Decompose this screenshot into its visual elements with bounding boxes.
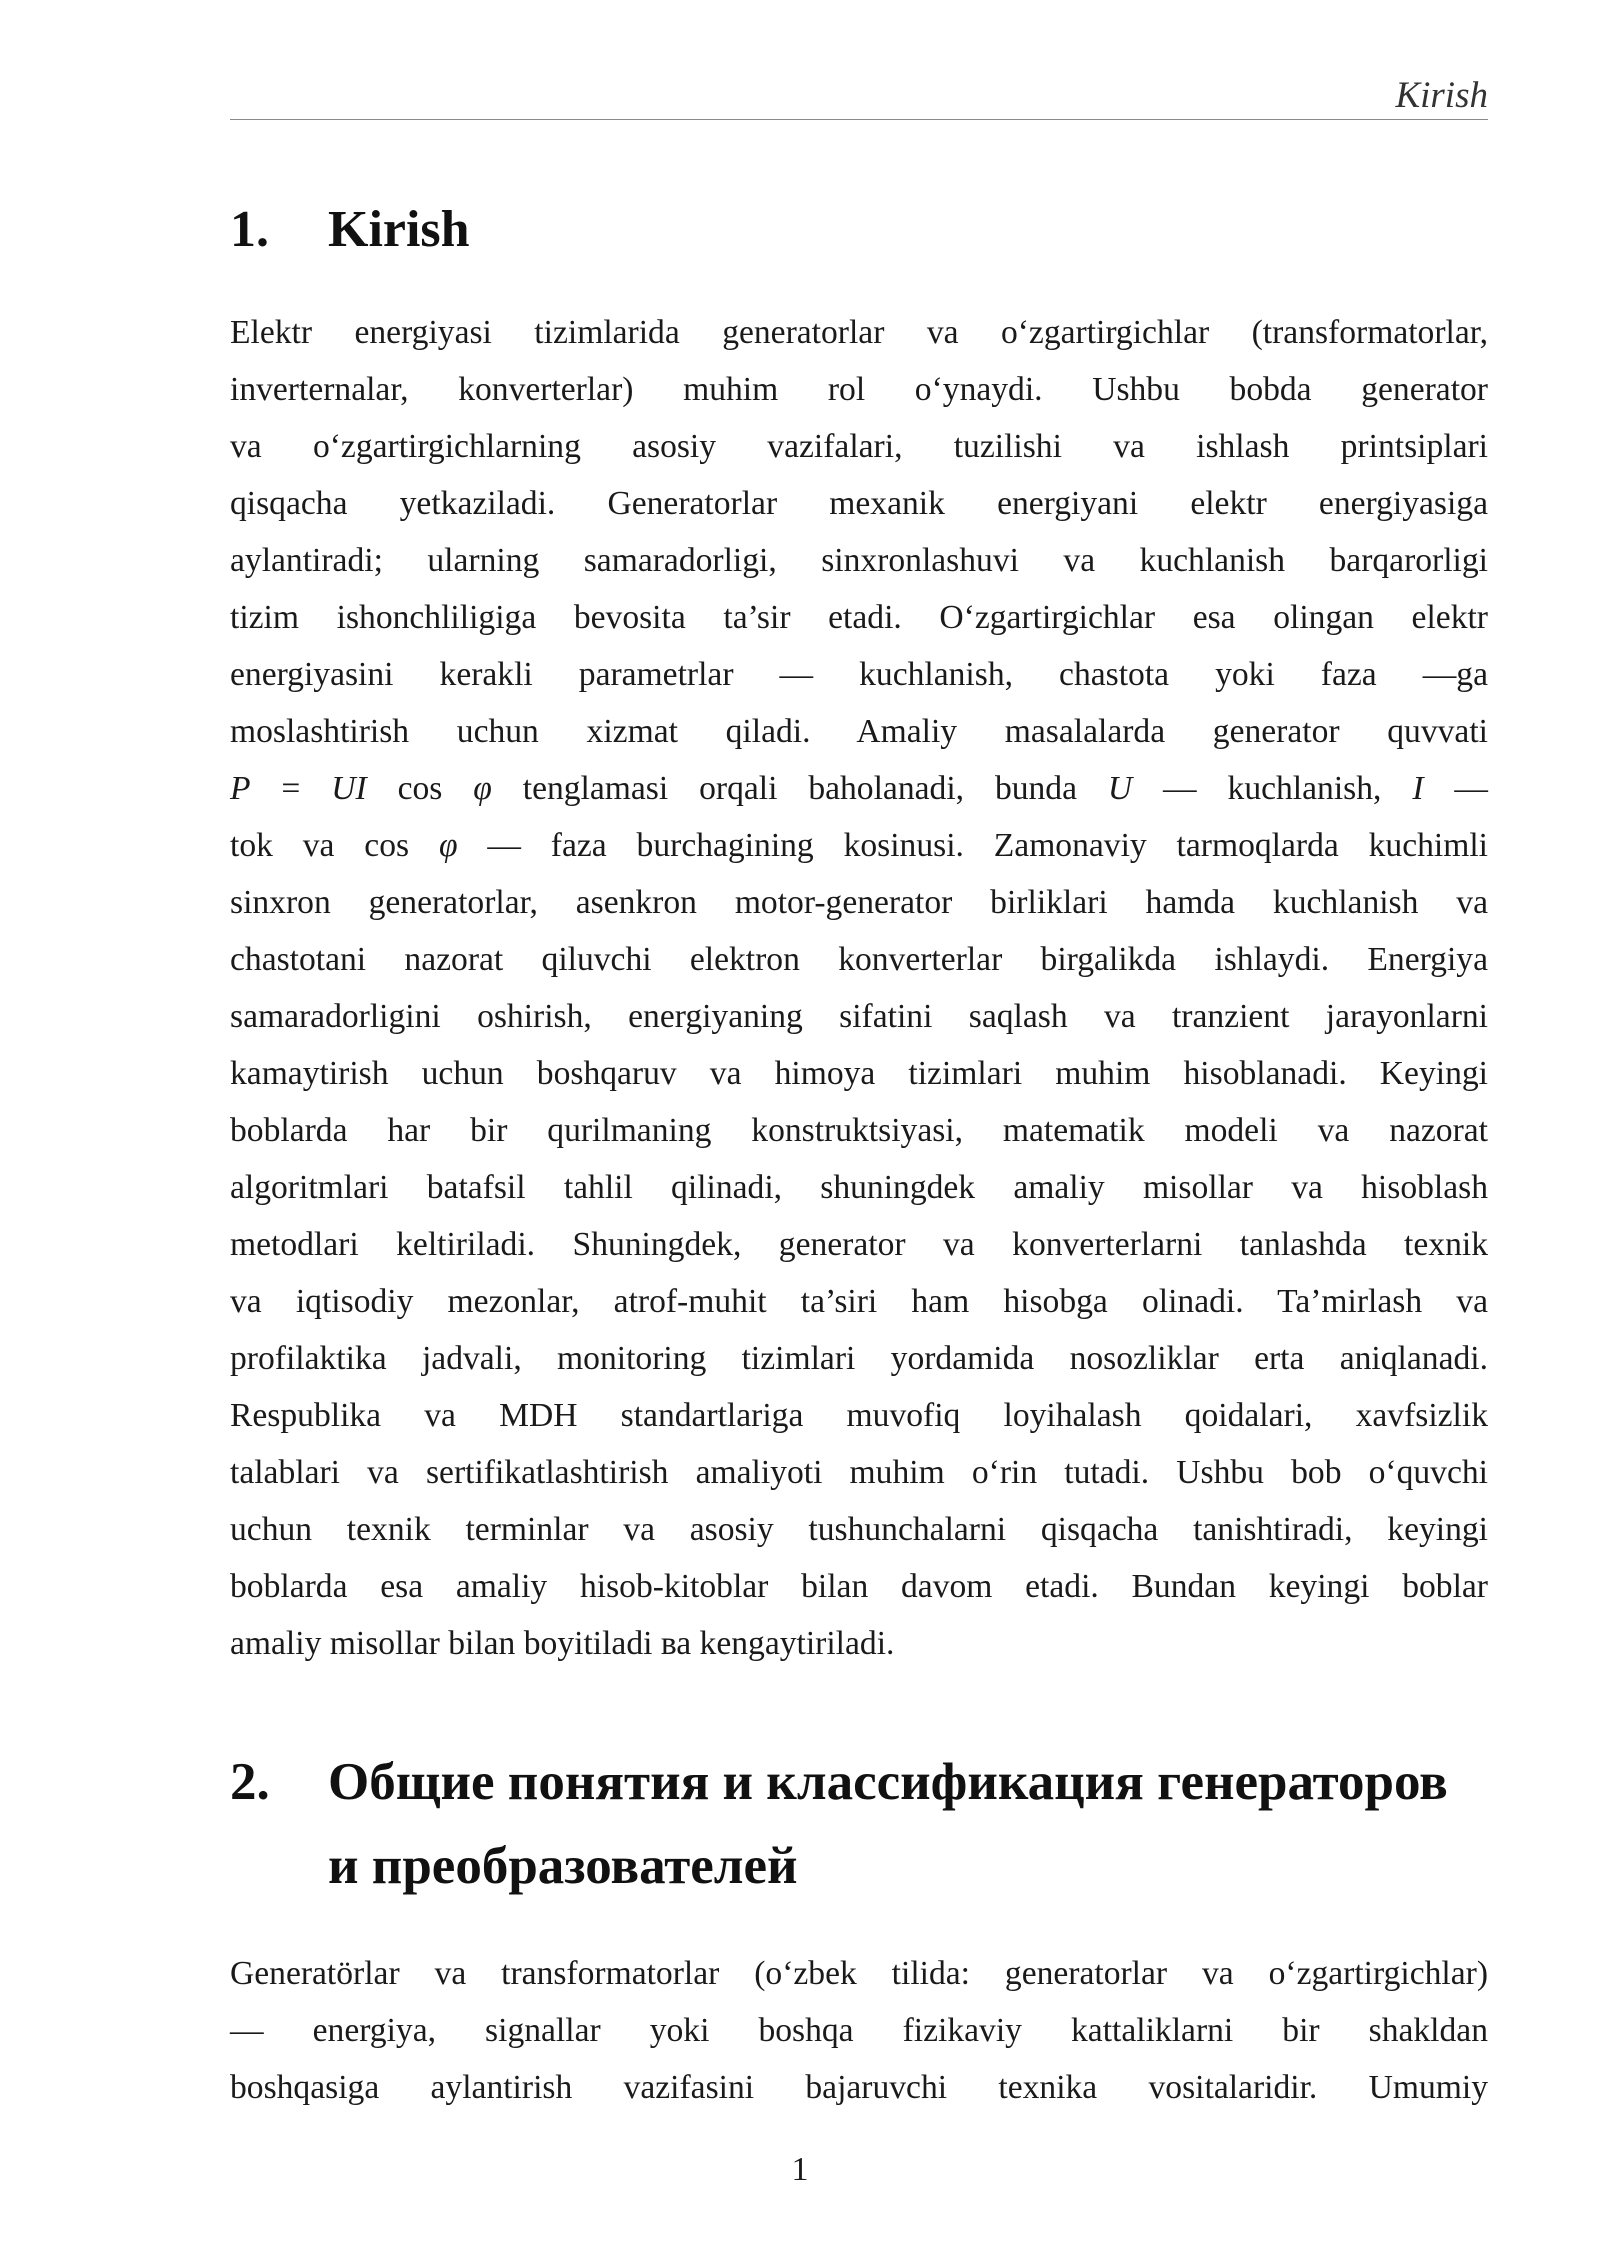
text-line: talablari va sertifikatlashtirish amaliyoti muhim o‘rin tutadi. Ushbu bob o‘quvchi: [230, 1454, 1488, 1491]
text-line: Respublika va MDH standartlariga muvofiq loyihalash qoidalari, xavfsizlik: [230, 1397, 1488, 1434]
text-line: — energiya, signallar yoki boshqa fizikaviy kattaliklarni bir shakldan: [230, 2012, 1488, 2049]
section-number: 2.: [230, 1753, 270, 1811]
text-line: va iqtisodiy mezonlar, atrof-muhit ta’siri ham hisobga olinadi. Ta’mirlash va: [230, 1283, 1488, 1320]
section-title-line: Общие понятия и классификация генераторов: [328, 1753, 1448, 1811]
text-line: qisqacha yetkaziladi. Generatorlar mexanik energiyani elektr energiyasiga: [230, 485, 1488, 522]
text-line: inverternalar, konverterlar) muhim rol o‘ynaydi. Ushbu bobda generator: [230, 371, 1488, 408]
section-number: 1.: [230, 201, 269, 258]
text-line: boblarda esa amaliy hisob-kitoblar bilan davom etadi. Bundan keyingi boblar: [230, 1568, 1488, 1605]
section-heading-2: [230, 1740, 1488, 1908]
text-line: uchun texnik terminlar va asosiy tushunchalarni qisqacha tanishtiradi, keyingi: [230, 1511, 1488, 1548]
text-line: boshqasiga aylantirish vazifasini bajaruvchi texnika vositalaridir. Umumiy: [230, 2069, 1488, 2106]
running-header-title: Kirish: [1395, 75, 1488, 116]
section-title: [328, 1740, 1488, 1908]
text-line: samaradorligini oshirish, energiyaning sifatini saqlash va tranzient jarayonlarni: [230, 998, 1488, 1035]
running-header: [230, 72, 1488, 120]
text-line: amaliy misollar bilan boyitiladi ва kengaytiriladi.: [230, 1625, 895, 1662]
text-line: Elektr energiyasi tizimlarida generatorlar va o‘zgartirgichlar (transformatorlar,: [230, 314, 1488, 351]
text-line: sinxron generatorlar, asenkron motor-generator birliklari hamda kuchlanish va: [230, 884, 1488, 921]
section-title-line: и преобразователей: [328, 1837, 798, 1895]
text-line: boblarda har bir qurilmaning konstruktsiyasi, matematik modeli va nazorat: [230, 1112, 1488, 1149]
text-line: aylantiradi; ularning samaradorligi, sinxronlashuvi va kuchlanish barqarorligi: [230, 542, 1488, 579]
text-line: tizim ishonchliligiga bevosita ta’sir etadi. O‘zgartirgichlar esa olingan elektr: [230, 599, 1488, 636]
page-number: 1: [791, 2151, 809, 2188]
text-line: metodlari keltiriladi. Shuningdek, generator va konverterlarni tanlashda texnik: [230, 1226, 1488, 1263]
section-2-paragraph: [230, 1945, 1488, 2116]
text-line: Generatörlar va transformatorlar (o‘zbek tilida: generatorlar va o‘zgartirgichlar): [230, 1955, 1488, 1992]
text-line: moslashtirish uchun xizmat qiladi. Amaliy masalalarda generator quvvati: [230, 713, 1488, 750]
text-line: tok va cos φ — faza burchagining kosinusi. Zamonaviy tarmoqlarda kuchimli: [230, 827, 1489, 864]
text-line: va o‘zgartirgichlarning asosiy vazifalari, tuzilishi va ishlash printsiplari: [230, 428, 1488, 465]
section-1-paragraph: [230, 304, 1488, 1672]
text-line: profilaktika jadvali, monitoring tizimlari yordamida nosozliklar erta aniqlanadi.: [230, 1340, 1488, 1377]
section-title: Kirish: [328, 201, 470, 258]
text-line: kamaytirish uchun boshqaruv va himoya tizimlari muhim hisoblanadi. Keyingi: [230, 1055, 1488, 1092]
text-line: chastotani nazorat qiluvchi elektron konverterlar birgalikda ishlaydi. Energiya: [230, 941, 1488, 978]
section-heading-1: [230, 188, 1488, 272]
text-line: algoritmlari batafsil tahlil qilinadi, shuningdek amaliy misollar va hisoblash: [230, 1169, 1488, 1206]
text-line: energiyasini kerakli parametrlar — kuchlanish, chastota yoki faza —ga: [230, 656, 1488, 693]
text-line: P = UI cos φ tenglamasi orqali baholanadi, bunda U — kuchlanish, I —: [230, 770, 1488, 807]
